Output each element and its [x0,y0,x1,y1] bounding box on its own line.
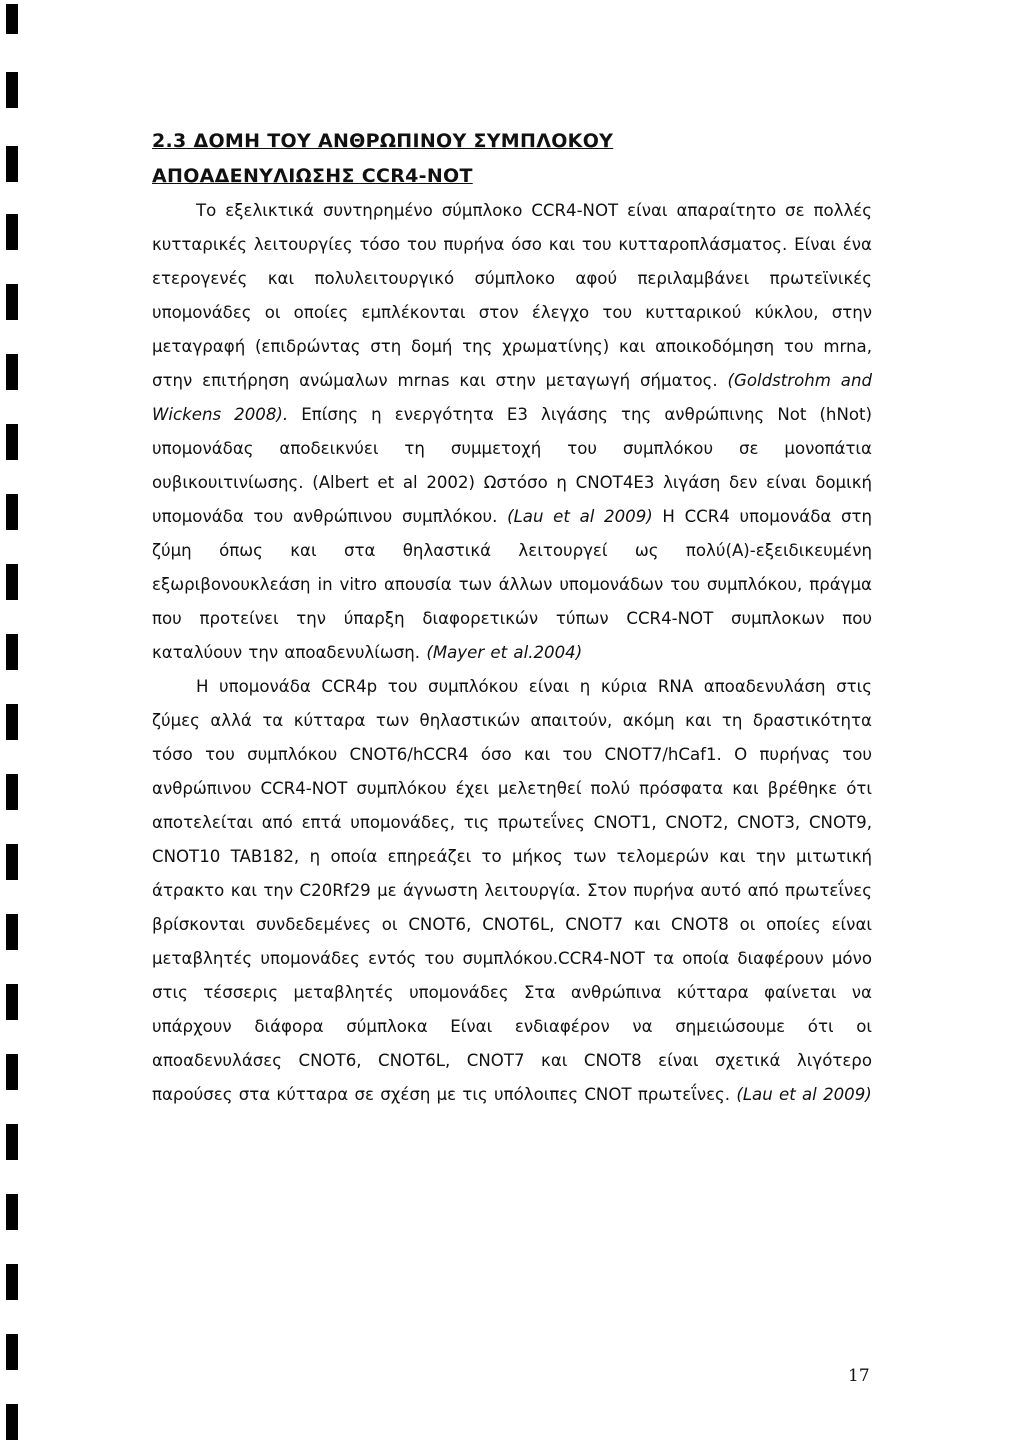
page-content [152,124,872,1112]
page-number: 17 [848,1366,870,1386]
section-heading [152,124,872,194]
binding-strip [0,0,24,1442]
citation-mayer: (Mayer et al.2004) [426,643,583,662]
citation-goldstrohm: (Goldstrohm and Wickens 2008). [152,371,872,424]
citation-lau: (Lau et al 2009) [736,1085,872,1104]
binding-mark [6,634,18,670]
binding-mark [6,214,18,250]
paragraph-1 [152,194,872,670]
binding-mark [6,354,18,390]
paragraph-2-text: Η υπομονάδα CCR4p του συμπλόκου είναι η κύρια RNA αποαδενυλάση στις ζύμες αλλά τα κύτταρα των θηλαστικών απαιτούν, ακόμη και τη δραστικότητα τόσο του συμπλόκου CNOT6/hCCR4 όσο και του CNOT7/hCaf1. Ο πυρήνας του ανθρώπινου CCR4-NOT συμπλόκου έχει μελετηθεί πολύ πρόσφατα και βρέθηκε ότι αποτελείται από επτά υπομονάδες, τις πρωτεΐνες CNOT1, CNOT2, CNOT3, CNOT9, CNOT10 TAB182, η οποία επηρεάζει το μήκος των τελομερών και την μιτωτική άτρακτο και την C20Rf29 με άγνωστη λειτουργία. Στον πυρήνα αυτό από πρωτεΐνες βρίσκονται συνδεδεμένες οι CNOT6, CNOT6L, CNOT7 και CNOT8 οι οποίες είναι μεταβλητές υπομονάδες εντός του συμπλόκου.CCR4-NOT τα οποία διαφέρουν μόνο στις τέσσερις μεταβλητές υπομονάδες Στα ανθρώπινα κύτταρα φαίνεται να υπάρχουν διάφορα σύμπλοκα Είναι ενδιαφέρον να σημειώσουμε ότι οι αποαδενυλάσες CNOT6, CNOT6L, CNOT7 και CNOT8 είναι σχετικά λιγότερο παρούσες στα κύτταρα σε σχέση με τις υπόλοιπες CNOT πρωτεΐνες. [152,677,872,1104]
paragraph-2 [152,670,872,1112]
binding-mark [6,284,18,320]
binding-mark [6,1194,18,1230]
paragraph-1-text: Το εξελικτικά συντηρημένο σύμπλοκο CCR4-NOT είναι απαραίτητο σε πολλές κυτταρικές λειτουργίες τόσο του πυρήνα όσο και του κυτταροπλάσματος. Είναι ένα ετερογενές και πολυλειτουργικό σύμπλοκο αφού περιλαμβάνει πρωτεϊνικές υπομονάδες οι οποίες εμπλέκονται στον έλεγχο του κυτταρικού κύκλου, στην μεταγραφή (επιδρώντας στη δομή της χρωματίνης) και αποικοδόμηση του mrna, στην επιτήρηση ανώμαλων mrnas και στην μεταγωγή σήματος. [152,201,872,390]
paragraph-1-text: Επίσης η ενεργότητα Ε3 λιγάσης της ανθρώπινης Not (hNot) υπομονάδας αποδεικνύει τη συμμετοχή του συμπλόκου σε μονοπάτια ουβικουιτινίωσης. (Albert et al 2002) Ωστόσο η CNOT4E3 λιγάση δεν είναι δομική υπομονάδα του ανθρώπινου συμπλόκου. [152,405,872,526]
citation-lau: (Lau et al 2009) [507,507,653,526]
binding-mark [6,564,18,600]
binding-mark [6,424,18,460]
binding-mark [6,774,18,810]
binding-mark [6,1054,18,1090]
binding-mark [6,4,18,34]
binding-mark [6,844,18,880]
binding-mark [6,704,18,740]
paragraph-1-text: Η CCR4 υπομονάδα στη ζύμη όπως και στα θηλαστικά λειτουργεί ως πολύ(Α)-εξειδικευμένη εξωριβονουκλεάση in vitro απουσία των άλλων υπομονάδων του συμπλόκου, πράγμα που προτείνει την ύπαρξη διαφορετικών τύπων CCR4-NOT συμπλοκων που καταλύουν την αποαδενυλίωση. [152,507,872,662]
binding-mark [6,146,18,182]
binding-mark [6,914,18,950]
binding-mark [6,984,18,1020]
section-heading-line1: 2.3 ΔΟΜΗ ΤΟΥ ΑΝΘΡΩΠΙΝΟΥ ΣΥΜΠΛΟΚΟΥ [152,130,614,152]
binding-mark [6,72,18,108]
binding-mark [6,1124,18,1160]
binding-mark [6,1404,18,1440]
binding-mark [6,1334,18,1370]
binding-mark [6,494,18,530]
binding-mark [6,1264,18,1300]
section-heading-line2: ΑΠΟΑΔΕΝΥΛΙΩΣΗΣ CCR4-NOT [152,165,473,187]
